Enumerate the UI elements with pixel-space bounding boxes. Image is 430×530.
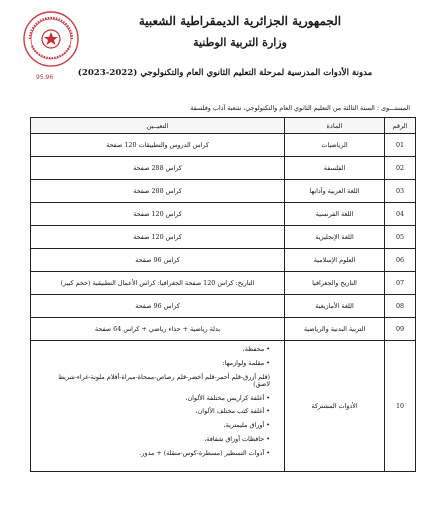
- row-spec: كراس 120 صفحة: [133, 209, 182, 218]
- header-subject: المادة: [284, 118, 384, 133]
- row-spec: كراس 120 صفحة: [133, 232, 182, 241]
- row-subject: الفلسفة: [284, 156, 384, 179]
- list-item: • أغلفة كتب مختلف الألوان،: [45, 408, 270, 415]
- row-num: 07: [384, 271, 415, 294]
- table-header-row: [31, 118, 415, 134]
- row-subject: اللغة العربية وآدابها: [284, 179, 384, 202]
- list-item: • مقلمة ولوازمها:: [45, 360, 270, 367]
- row-spec: كراس 288 صفحة: [133, 163, 182, 172]
- table-row: [31, 133, 415, 157]
- row-num: 03: [384, 179, 415, 202]
- row-subject: العلوم الإسلامية: [284, 248, 384, 271]
- list-item: • أوراق مليمترية،: [45, 422, 270, 429]
- row-num: 02: [384, 156, 415, 179]
- row-spec: كراس 288 صفحة: [133, 186, 182, 195]
- row-subject: اللغة الأمازيغية: [284, 294, 384, 317]
- row-spec: التاريخ: كراس 120 صفحة الجغرافيا: كراس الأعمال التطبيقية (حجم كبير): [60, 278, 255, 287]
- level-line: المستـــوى : السنة الثالثة من التعليم الثانوي العام والتكنولوجي، شعبة آداب وفلسفة: [190, 104, 410, 112]
- common-supplies-list: [35, 340, 280, 463]
- table-row: [31, 156, 415, 180]
- common-supplies-cell: [31, 340, 284, 471]
- row-subject: الأدوات المشتركة: [284, 340, 384, 471]
- supplies-table: [30, 117, 416, 472]
- table-row: [31, 271, 415, 295]
- table-row-common: [31, 340, 415, 471]
- row-num: 10: [384, 340, 415, 471]
- row-spec: كراس الدروس والتطبيقات 120 صفحة: [106, 140, 209, 149]
- republic-heading: الجمهورية الجزائرية الديمقراطية الشعبية: [138, 14, 342, 28]
- table-row: [31, 294, 415, 318]
- header-num: الرقم: [384, 118, 415, 133]
- table-row: [31, 179, 415, 203]
- row-num: 08: [384, 294, 415, 317]
- header-spec: التعيــين: [146, 121, 169, 130]
- row-subject: اللغة الفرنسية: [284, 202, 384, 225]
- row-num: 06: [384, 248, 415, 271]
- table-row: [31, 225, 415, 249]
- row-num: 05: [384, 225, 415, 248]
- row-num: 09: [384, 317, 415, 340]
- list-item: • حافظات أوراق شفافة،: [45, 436, 270, 443]
- list-item: (قلم أزرق-قلم أحمر-قلم أخضر-قلم رصاص-ممحاة-مبراة-أقلام ملونة-غراء-شريط لاصق): [57, 372, 270, 388]
- table-row: [31, 202, 415, 226]
- row-num: 01: [384, 133, 415, 156]
- list-item: • أدوات التسطير (مسطرة-كوس-منقلة) + مدور.: [45, 450, 270, 457]
- ministry-stamp: [22, 10, 80, 68]
- row-subject: اللغة الإنجليزية: [284, 225, 384, 248]
- document-title: مدونة الأدوات المدرسية لمرحلة التعليم الثانوي العام والتكنولوجي (2022-2023): [77, 68, 373, 78]
- ministry-heading: وزارة التربية الوطنية: [193, 36, 287, 49]
- row-spec: كراس 96 صفحة: [135, 255, 180, 264]
- row-subject: التربية البدنية والرياضية: [284, 317, 384, 340]
- row-subject: التاريخ والجغرافيا: [284, 271, 384, 294]
- list-item: • محفظة،: [45, 346, 270, 353]
- row-num: 04: [384, 202, 415, 225]
- list-item: • أغلفة كراريس مختلفة الألوان،: [45, 395, 270, 402]
- row-spec: كراس 96 صفحة: [135, 301, 180, 310]
- row-subject: الرياضيات: [284, 133, 384, 156]
- table-row: [31, 317, 415, 341]
- table-row: [31, 248, 415, 272]
- row-spec: بدلة رياضية + حذاء رياضي + كراس 64 صفحة: [94, 324, 221, 333]
- stamp-code: 95.96: [36, 74, 54, 81]
